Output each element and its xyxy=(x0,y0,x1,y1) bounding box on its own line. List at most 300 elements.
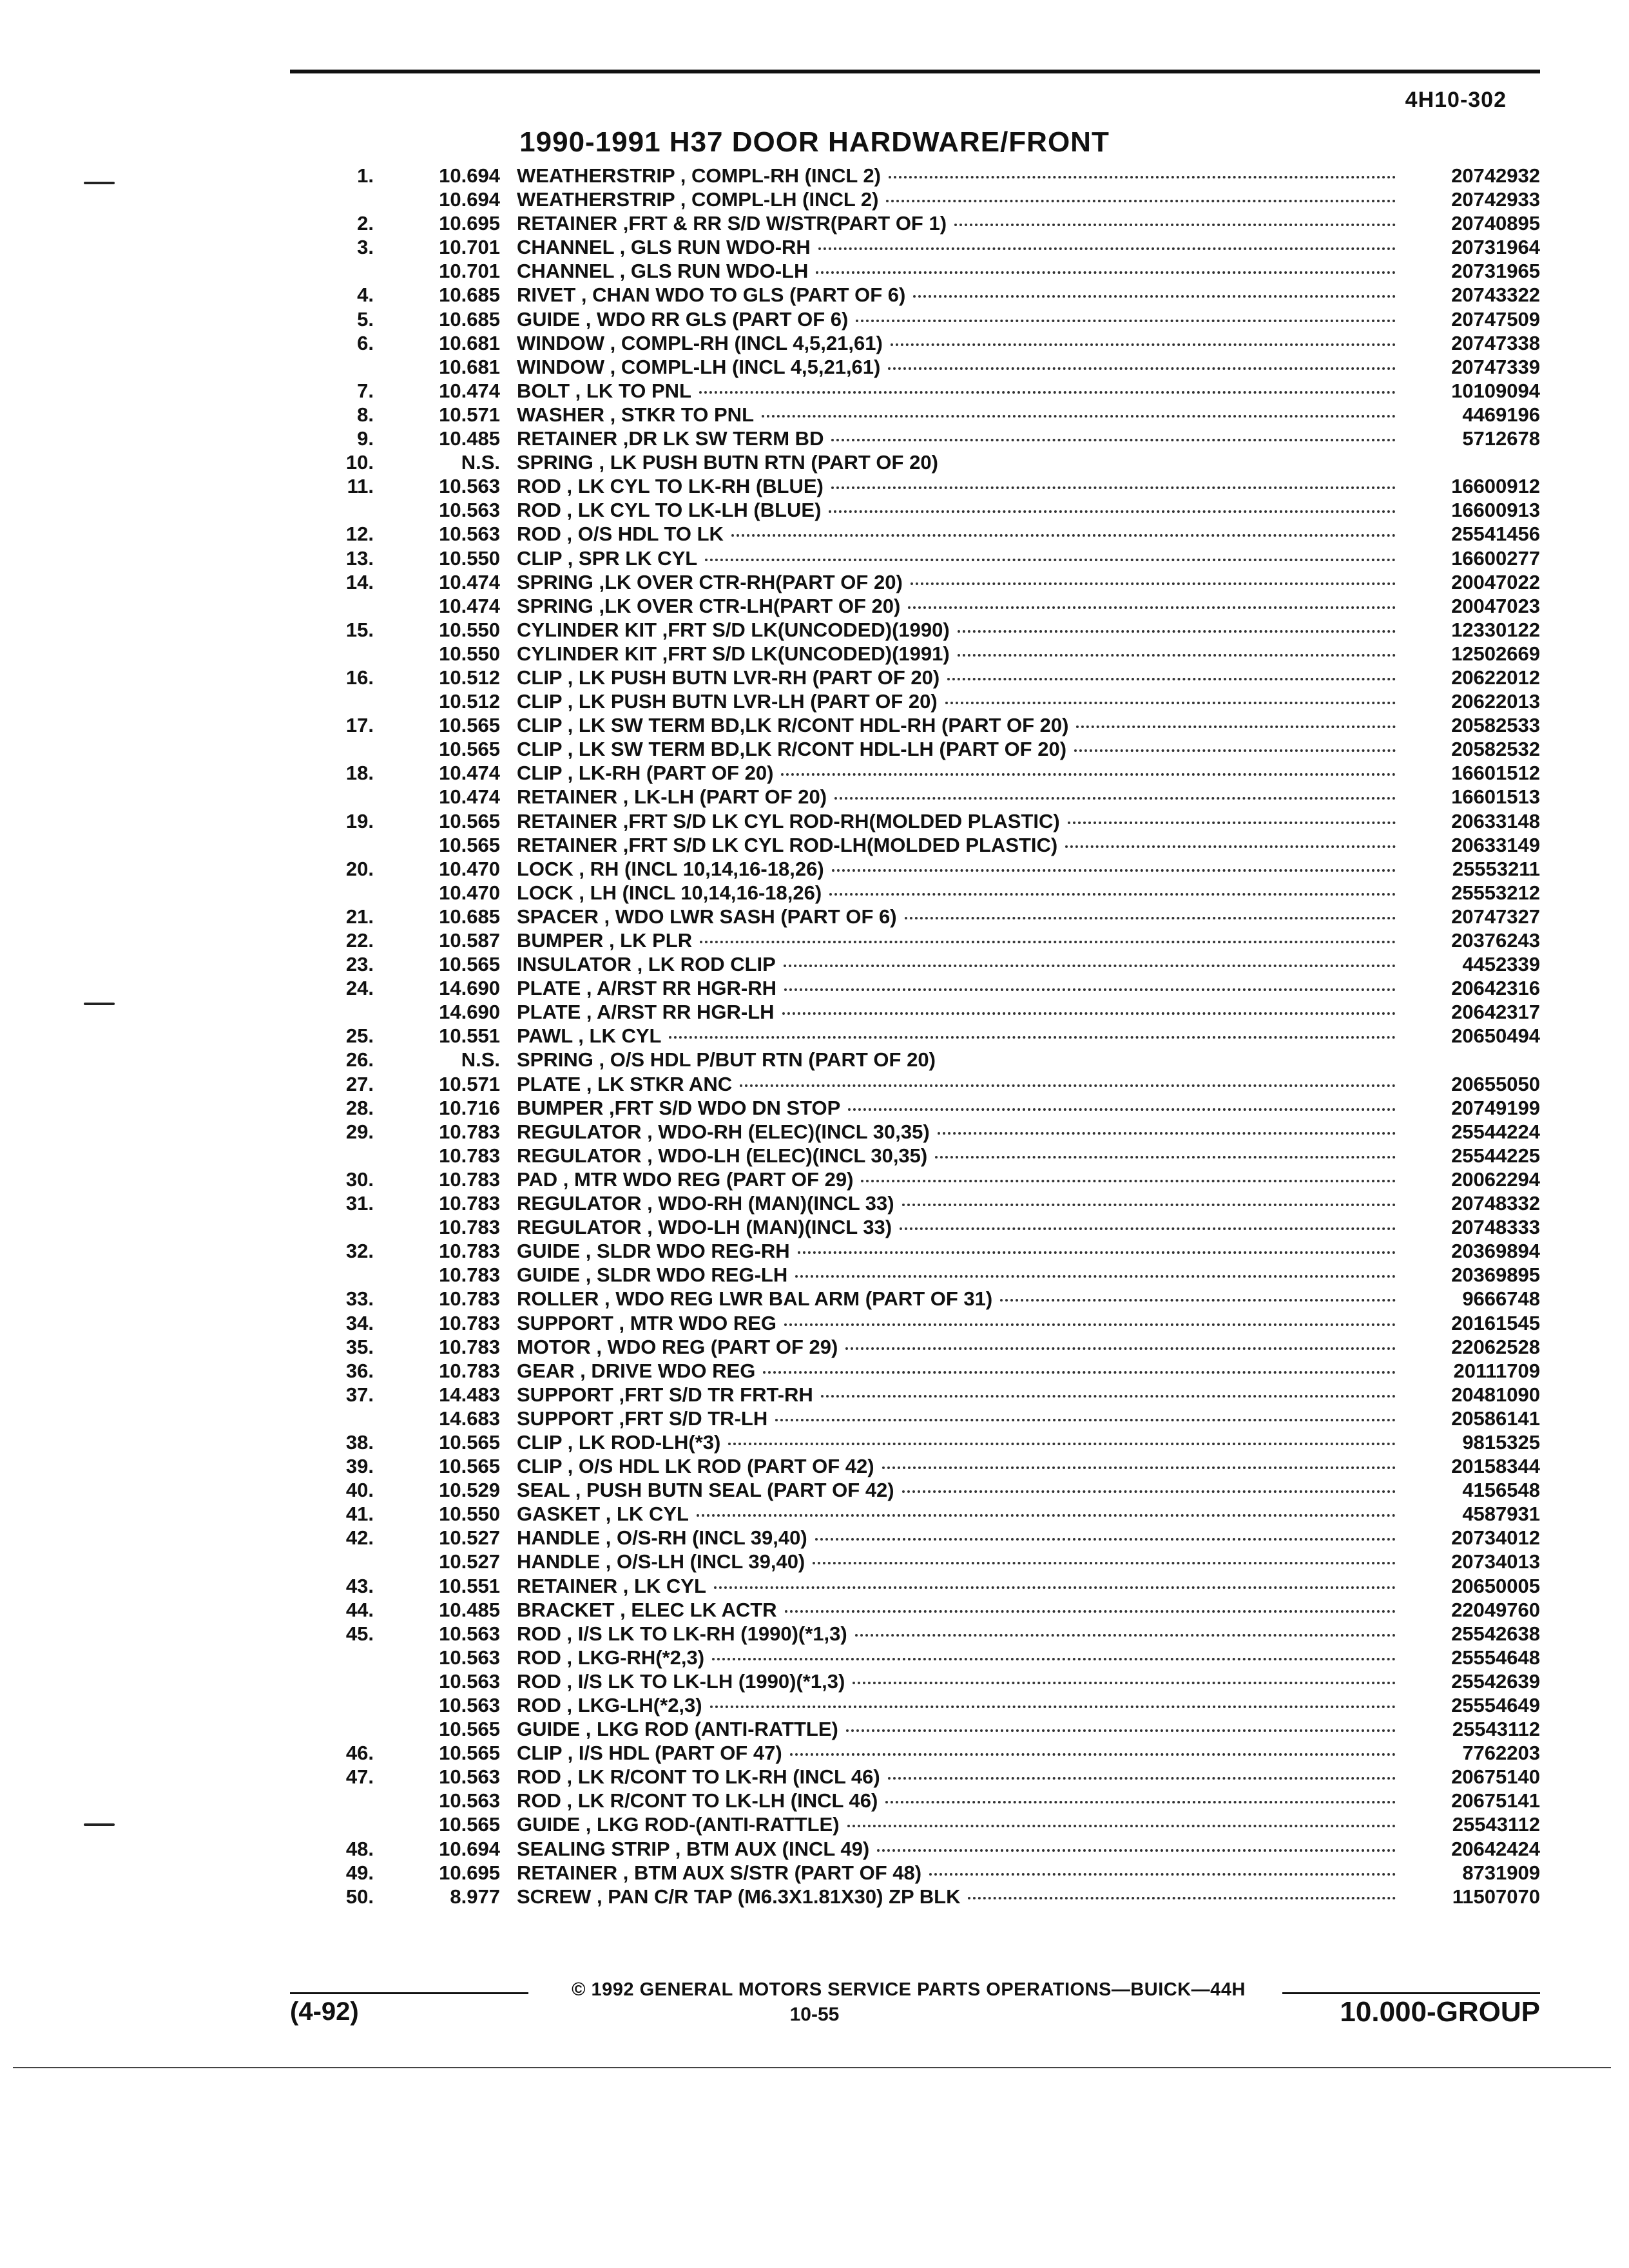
part-row xyxy=(271,1861,1540,1885)
part-number: 20740895 xyxy=(1451,212,1540,235)
part-row xyxy=(271,1717,1540,1741)
part-number: 25544225 xyxy=(1451,1144,1540,1167)
part-number: 20675141 xyxy=(1451,1789,1540,1812)
dot-leader xyxy=(847,1825,1396,1827)
item-number: 26. xyxy=(345,1048,374,1072)
part-description xyxy=(517,785,1405,809)
footer-rule-left xyxy=(290,1992,528,1994)
group-number: 10.470 xyxy=(439,857,500,880)
part-number: 20734013 xyxy=(1451,1550,1540,1573)
dot-leader xyxy=(740,1084,1396,1087)
dot-leader xyxy=(785,1610,1396,1613)
group-number: 10.571 xyxy=(439,403,500,426)
description-text: CLIP , LK-RH (PART OF 20) xyxy=(517,762,774,785)
item-number: 4. xyxy=(357,284,374,307)
part-row xyxy=(271,1478,1540,1502)
description-text: PLATE , LK STKR ANC xyxy=(517,1072,733,1095)
part-number: 20633148 xyxy=(1451,809,1540,832)
description-text: RETAINER , BTM AUX S/STR (PART OF 48) xyxy=(517,1861,922,1884)
part-row xyxy=(271,618,1540,642)
part-number: 16600912 xyxy=(1451,475,1540,498)
group-number: 10.474 xyxy=(439,379,500,402)
part-row xyxy=(271,355,1540,379)
description-text: CLIP , LK PUSH BUTN LVR-LH (PART OF 20) xyxy=(517,690,938,713)
parts-list xyxy=(271,164,1540,1908)
item-number: 6. xyxy=(357,331,374,354)
group-number: 10.563 xyxy=(439,523,500,546)
part-description xyxy=(517,331,1405,355)
part-number: 16601512 xyxy=(1451,762,1540,785)
group-number: 10.565 xyxy=(439,1813,500,1836)
part-row xyxy=(271,1120,1540,1144)
part-row xyxy=(271,546,1540,570)
group-number: 10.565 xyxy=(439,1718,500,1741)
part-number: 20047023 xyxy=(1451,594,1540,617)
part-number: 20642317 xyxy=(1451,1001,1540,1024)
dot-leader xyxy=(891,343,1396,346)
part-number: 25544224 xyxy=(1451,1120,1540,1143)
dot-leader xyxy=(763,1371,1396,1374)
part-description xyxy=(517,618,1405,642)
description-text: SUPPORT , MTR WDO REG xyxy=(517,1311,776,1334)
dot-leader xyxy=(913,295,1396,298)
part-number: 20633149 xyxy=(1451,833,1540,856)
dot-leader xyxy=(877,1849,1396,1852)
item-number: 44. xyxy=(345,1598,374,1621)
group-number: 14.683 xyxy=(439,1407,500,1430)
item-number: 47. xyxy=(345,1765,374,1789)
description-text: LOCK , LH (INCL 10,14,16-18,26) xyxy=(517,881,822,904)
part-number: 20582533 xyxy=(1451,714,1540,737)
part-row xyxy=(271,809,1540,833)
description-text: CHANNEL , GLS RUN WDO-RH xyxy=(517,236,811,259)
part-row xyxy=(271,1263,1540,1287)
dot-leader xyxy=(958,630,1396,633)
item-number: 18. xyxy=(345,762,374,785)
description-text: PAD , MTR WDO REG (PART OF 29) xyxy=(517,1168,854,1191)
description-text: ROD , LKG-LH(*2,3) xyxy=(517,1694,702,1716)
dot-leader xyxy=(816,271,1396,274)
group-number: 10.783 xyxy=(439,1311,500,1334)
part-row xyxy=(271,450,1540,474)
part-description xyxy=(517,450,1405,474)
group-number: 10.563 xyxy=(439,1669,500,1693)
part-number: 20650494 xyxy=(1451,1024,1540,1048)
item-number: 9. xyxy=(357,427,374,450)
group-number: 10.587 xyxy=(439,929,500,952)
description-text: WINDOW , COMPL-LH (INCL 4,5,21,61) xyxy=(517,355,881,378)
item-number: 16. xyxy=(345,666,374,689)
part-row xyxy=(271,1168,1540,1191)
part-number: 5712678 xyxy=(1462,427,1540,450)
dot-leader xyxy=(856,320,1396,322)
part-row xyxy=(271,1502,1540,1526)
description-text: HANDLE , O/S-RH (INCL 39,40) xyxy=(517,1526,807,1550)
part-row xyxy=(271,689,1540,713)
part-row xyxy=(271,283,1540,307)
part-description xyxy=(517,1812,1405,1836)
part-row xyxy=(271,211,1540,235)
dot-leader xyxy=(714,1586,1396,1589)
description-text: LOCK , RH (INCL 10,14,16-18,26) xyxy=(517,857,824,880)
description-text: SPRING ,LK OVER CTR-LH(PART OF 20) xyxy=(517,594,901,617)
part-description xyxy=(517,1144,1405,1168)
description-text: CHANNEL , GLS RUN WDO-LH xyxy=(517,260,809,283)
group-number: 10.550 xyxy=(439,618,500,641)
margin-mark xyxy=(84,1003,115,1005)
item-number: 24. xyxy=(345,977,374,1000)
part-row xyxy=(271,1598,1540,1622)
group-number: 14.690 xyxy=(439,1001,500,1024)
part-number: 20742933 xyxy=(1451,188,1540,211)
dot-leader xyxy=(900,1227,1396,1230)
group-number: 10.563 xyxy=(439,499,500,522)
part-description xyxy=(517,1430,1405,1454)
description-text: SEALING STRIP , BTM AUX (INCL 49) xyxy=(517,1837,870,1860)
group-number: 10.694 xyxy=(439,188,500,211)
description-text: CLIP , SPR LK CYL xyxy=(517,546,698,570)
description-text: CLIP , LK ROD-LH(*3) xyxy=(517,1430,721,1454)
dot-leader xyxy=(784,988,1396,991)
part-description xyxy=(517,1598,1405,1622)
part-row xyxy=(271,666,1540,689)
page-number: 10-55 xyxy=(789,2004,840,2025)
part-description xyxy=(517,928,1405,952)
part-description xyxy=(517,1669,1405,1693)
part-description xyxy=(517,857,1405,881)
part-description xyxy=(517,1287,1405,1311)
dot-leader xyxy=(935,1156,1396,1158)
description-text: CLIP , O/S HDL LK ROD (PART OF 42) xyxy=(517,1455,874,1478)
part-description xyxy=(517,976,1405,1000)
description-text: GUIDE , SLDR WDO REG-RH xyxy=(517,1240,790,1263)
dot-leader xyxy=(795,1275,1396,1278)
group-number: 10.783 xyxy=(439,1216,500,1239)
part-number: 25553212 xyxy=(1451,881,1540,904)
item-number: 39. xyxy=(345,1455,374,1478)
part-row xyxy=(271,1812,1540,1836)
dot-leader xyxy=(888,367,1396,370)
part-row xyxy=(271,1622,1540,1646)
part-description xyxy=(517,1383,1405,1407)
part-number: 16600277 xyxy=(1451,546,1540,570)
description-text: WASHER , STKR TO PNL xyxy=(517,403,755,426)
group-number: 10.551 xyxy=(439,1024,500,1048)
part-row xyxy=(271,1789,1540,1812)
group-number: 10.485 xyxy=(439,427,500,450)
item-number: 10. xyxy=(345,451,374,474)
item-number: 28. xyxy=(345,1096,374,1119)
item-number: 41. xyxy=(345,1503,374,1526)
part-row xyxy=(271,1741,1540,1765)
description-text: CYLINDER KIT ,FRT S/D LK(UNCODED)(1991) xyxy=(517,642,950,665)
dot-leader xyxy=(821,1395,1396,1398)
part-row xyxy=(271,1191,1540,1215)
part-row xyxy=(271,235,1540,259)
part-number: 20062294 xyxy=(1451,1168,1540,1191)
dot-leader xyxy=(845,1347,1396,1350)
description-text: PLATE , A/RST RR HGR-LH xyxy=(517,1001,775,1024)
part-row xyxy=(271,737,1540,761)
part-number: 25543112 xyxy=(1452,1718,1540,1741)
group-number: 10.550 xyxy=(439,1503,500,1526)
group-number: 10.563 xyxy=(439,1765,500,1789)
group-number: 10.550 xyxy=(439,642,500,665)
group-number: 10.783 xyxy=(439,1335,500,1358)
part-description xyxy=(517,1191,1405,1215)
description-text: RETAINER , LK CYL xyxy=(517,1574,706,1597)
part-description xyxy=(517,1526,1405,1550)
group-number: 10.529 xyxy=(439,1479,500,1502)
group-number: 10.701 xyxy=(439,236,500,259)
part-description xyxy=(517,761,1405,785)
description-text: SCREW , PAN C/R TAP (M6.3X1.81X30) ZP BLK xyxy=(517,1885,961,1908)
item-number: 40. xyxy=(345,1479,374,1502)
dot-leader xyxy=(1076,726,1396,728)
description-text: REGULATOR , WDO-LH (MAN)(INCL 33) xyxy=(517,1216,892,1239)
part-number: 25541456 xyxy=(1451,523,1540,546)
description-text: RETAINER ,FRT S/D LK CYL ROD-RH(MOLDED PLASTIC) xyxy=(517,809,1060,832)
dot-leader xyxy=(815,1538,1396,1541)
part-description xyxy=(517,546,1405,570)
part-row xyxy=(271,379,1540,403)
dot-leader xyxy=(954,224,1396,226)
description-text: GUIDE , WDO RR GLS (PART OF 6) xyxy=(517,307,849,331)
part-row xyxy=(271,1383,1540,1407)
copyright-notice: © 1992 GENERAL MOTORS SERVICE PARTS OPERATIONS—BUICK—44H xyxy=(572,1979,1246,2000)
group-number: 10.783 xyxy=(439,1359,500,1382)
part-number: 4469196 xyxy=(1462,403,1540,426)
part-description xyxy=(517,1072,1405,1096)
group-number: 10.694 xyxy=(439,164,500,187)
dot-leader xyxy=(710,1706,1396,1708)
part-row xyxy=(271,1574,1540,1598)
part-description xyxy=(517,474,1405,498)
part-description xyxy=(517,809,1405,833)
dot-leader xyxy=(1068,822,1396,824)
group-number: 10.474 xyxy=(439,762,500,785)
item-number: 45. xyxy=(345,1622,374,1645)
part-description xyxy=(517,1407,1405,1430)
description-text: ROD , LK CYL TO LK-RH (BLUE) xyxy=(517,475,824,498)
part-description xyxy=(517,498,1405,522)
part-number: 20622013 xyxy=(1451,690,1540,713)
part-row xyxy=(271,952,1540,976)
part-number: 20748333 xyxy=(1451,1216,1540,1239)
description-text: ROD , LK R/CONT TO LK-RH (INCL 46) xyxy=(517,1765,880,1789)
dot-leader xyxy=(790,1753,1396,1756)
part-number: 20369895 xyxy=(1451,1264,1540,1287)
part-row xyxy=(271,1096,1540,1120)
group-number: 10.563 xyxy=(439,475,500,498)
part-row xyxy=(271,761,1540,785)
part-number: 20161545 xyxy=(1451,1311,1540,1334)
item-number: 5. xyxy=(357,307,374,331)
part-number: 20047022 xyxy=(1451,570,1540,593)
dot-leader xyxy=(1000,1299,1396,1302)
part-row xyxy=(271,1311,1540,1335)
part-description xyxy=(517,952,1405,976)
part-row xyxy=(271,1072,1540,1096)
revision-date: (4-92) xyxy=(290,1997,359,2026)
group-number: 10.565 xyxy=(439,714,500,737)
group-number: 10.685 xyxy=(439,307,500,331)
part-number: 20655050 xyxy=(1451,1072,1540,1095)
group-number: 10.565 xyxy=(439,1455,500,1478)
item-number: 25. xyxy=(345,1024,374,1048)
part-row xyxy=(271,785,1540,809)
part-number: 20747338 xyxy=(1451,331,1540,354)
part-number: 20747339 xyxy=(1451,355,1540,378)
part-description xyxy=(517,1024,1405,1048)
dot-leader xyxy=(762,415,1396,418)
part-row xyxy=(271,403,1540,427)
item-number: 31. xyxy=(345,1192,374,1215)
part-row xyxy=(271,1837,1540,1861)
dot-leader xyxy=(848,1108,1396,1111)
item-number: 14. xyxy=(345,570,374,593)
part-description xyxy=(517,307,1405,331)
part-number: 11507070 xyxy=(1452,1885,1540,1908)
item-number: 34. xyxy=(345,1311,374,1334)
description-text: BOLT , LK TO PNL xyxy=(517,379,691,402)
group-number: 14.483 xyxy=(439,1383,500,1406)
description-text: PLATE , A/RST RR HGR-RH xyxy=(517,977,776,1000)
description-text: SPRING ,LK OVER CTR-RH(PART OF 20) xyxy=(517,570,903,593)
dot-leader xyxy=(700,941,1396,943)
part-description xyxy=(517,1502,1405,1526)
item-number: 22. xyxy=(345,929,374,952)
group-number: 10.512 xyxy=(439,666,500,689)
part-number: 20582532 xyxy=(1451,738,1540,761)
part-number: 7762203 xyxy=(1462,1742,1540,1765)
description-text: ROD , I/S LK TO LK-RH (1990)(*1,3) xyxy=(517,1622,847,1645)
part-description xyxy=(517,355,1405,379)
part-description xyxy=(517,1048,1405,1072)
dot-leader xyxy=(1074,749,1396,752)
group-number: 10.685 xyxy=(439,905,500,928)
description-text: CLIP , LK SW TERM BD,LK R/CONT HDL-RH (PART OF 20) xyxy=(517,714,1069,737)
part-description xyxy=(517,259,1405,283)
part-description xyxy=(517,1359,1405,1383)
part-number: 20481090 xyxy=(1451,1383,1540,1406)
description-text: SPACER , WDO LWR SASH (PART OF 6) xyxy=(517,905,897,928)
item-number: 43. xyxy=(345,1574,374,1597)
dot-leader xyxy=(775,1419,1396,1421)
description-text: ROD , O/S HDL TO LK xyxy=(517,523,724,546)
part-description xyxy=(517,881,1405,905)
part-description xyxy=(517,1239,1405,1263)
group-number: 10.470 xyxy=(439,881,500,904)
part-number: 20748332 xyxy=(1451,1192,1540,1215)
description-text: SUPPORT ,FRT S/D TR FRT-RH xyxy=(517,1383,813,1406)
part-number: 10109094 xyxy=(1451,379,1540,402)
description-text: REGULATOR , WDO-RH (MAN)(INCL 33) xyxy=(517,1192,894,1215)
part-row xyxy=(271,1048,1540,1072)
part-row xyxy=(271,1550,1540,1573)
group-number: 10.716 xyxy=(439,1096,500,1119)
part-number: 25542638 xyxy=(1451,1622,1540,1645)
part-description xyxy=(517,427,1405,450)
dot-leader xyxy=(705,559,1396,561)
part-row xyxy=(271,857,1540,881)
dot-leader xyxy=(834,797,1396,800)
part-row xyxy=(271,642,1540,666)
description-text: REGULATOR , WDO-RH (ELEC)(INCL 30,35) xyxy=(517,1120,930,1143)
description-text: CLIP , LK SW TERM BD,LK R/CONT HDL-LH (PART OF 20) xyxy=(517,738,1067,761)
part-number: 16601513 xyxy=(1451,785,1540,809)
item-number: 20. xyxy=(345,857,374,880)
group-number: 10.783 xyxy=(439,1168,500,1191)
dot-leader xyxy=(846,1729,1396,1732)
part-number: 9666748 xyxy=(1462,1287,1540,1311)
part-row xyxy=(271,1454,1540,1478)
group-number: 10.551 xyxy=(439,1574,500,1597)
description-text: PAWL , LK CYL xyxy=(517,1024,662,1048)
part-row xyxy=(271,1646,1540,1669)
part-description xyxy=(517,1574,1405,1598)
part-description xyxy=(517,689,1405,713)
item-number: 15. xyxy=(345,618,374,641)
group-number: 10.783 xyxy=(439,1120,500,1143)
dot-leader xyxy=(712,1658,1396,1660)
item-number: 11. xyxy=(347,475,374,498)
part-description xyxy=(517,1693,1405,1717)
part-number: 16600913 xyxy=(1451,499,1540,522)
dot-leader xyxy=(929,1873,1396,1876)
group-number: 10.550 xyxy=(439,546,500,570)
dot-leader xyxy=(861,1180,1396,1182)
item-number: 27. xyxy=(345,1072,374,1095)
part-description xyxy=(517,1000,1405,1024)
description-text: SUPPORT ,FRT S/D TR-LH xyxy=(517,1407,768,1430)
group-number: 10.681 xyxy=(439,331,500,354)
item-number: 29. xyxy=(345,1120,374,1143)
dot-leader xyxy=(945,702,1396,704)
description-text: ROD , LK R/CONT TO LK-LH (INCL 46) xyxy=(517,1789,878,1812)
part-row xyxy=(271,713,1540,737)
part-description xyxy=(517,713,1405,737)
part-number: 20622012 xyxy=(1451,666,1540,689)
group-number: N.S. xyxy=(461,1048,500,1072)
dot-leader xyxy=(1065,845,1396,848)
part-number: 25554649 xyxy=(1451,1694,1540,1716)
group-number: 10.695 xyxy=(439,1861,500,1884)
group-number: 14.690 xyxy=(439,977,500,1000)
description-text: BUMPER ,FRT S/D WDO DN STOP xyxy=(517,1096,841,1119)
description-text: INSULATOR , LK ROD CLIP xyxy=(517,953,776,976)
item-number: 17. xyxy=(345,714,374,737)
part-description xyxy=(517,1168,1405,1191)
part-description xyxy=(517,187,1405,211)
part-number: 20111709 xyxy=(1453,1359,1540,1382)
group-number: 10.527 xyxy=(439,1526,500,1550)
dot-leader xyxy=(669,1036,1396,1039)
part-description xyxy=(517,1646,1405,1669)
part-number: 20743322 xyxy=(1451,284,1540,307)
group-number: 10.783 xyxy=(439,1287,500,1311)
part-description xyxy=(517,833,1405,857)
item-number: 32. xyxy=(345,1240,374,1263)
item-number: 21. xyxy=(345,905,374,928)
part-row xyxy=(271,1215,1540,1239)
margin-mark xyxy=(84,1823,115,1826)
group-number: 10.474 xyxy=(439,594,500,617)
group-number: 10.571 xyxy=(439,1072,500,1095)
group-number: 10.783 xyxy=(439,1144,500,1167)
part-description xyxy=(517,666,1405,689)
part-number: 20731964 xyxy=(1451,236,1540,259)
